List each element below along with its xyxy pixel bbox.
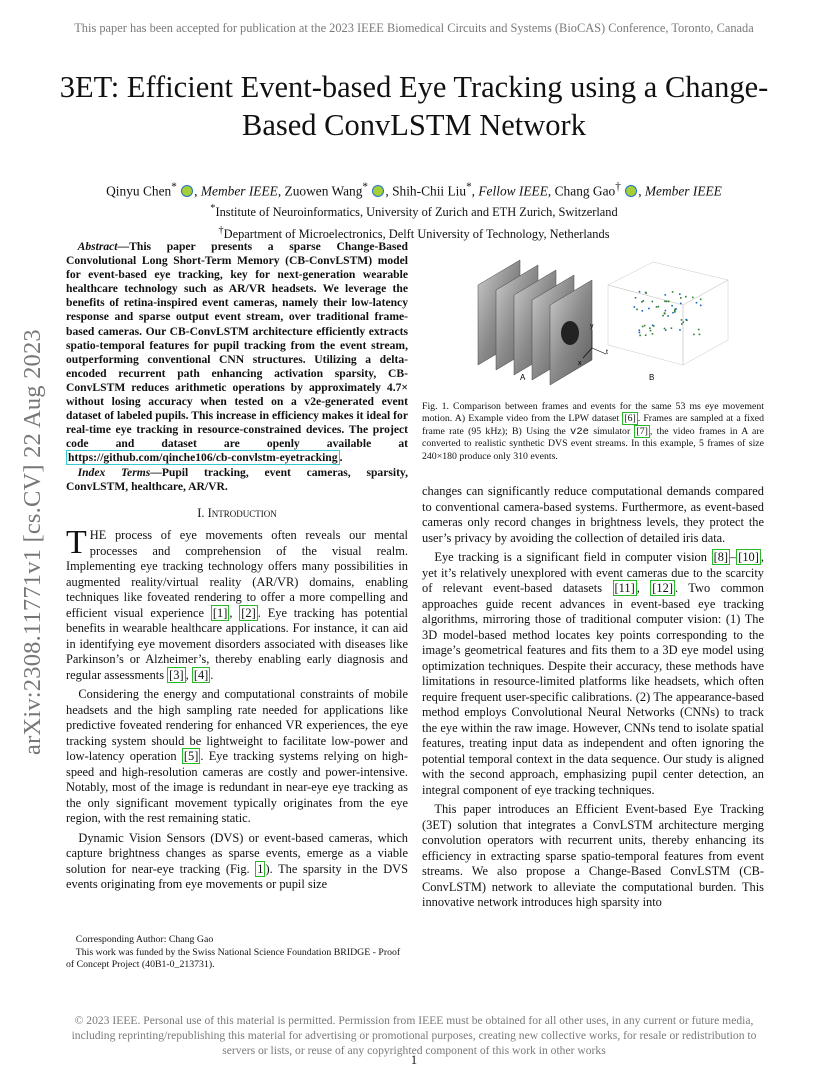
event-point [639, 335, 641, 337]
citation-link[interactable]: [12] [652, 581, 673, 595]
event-point [679, 329, 681, 331]
page-number: 1 [410, 1053, 418, 1067]
event-point [693, 334, 695, 336]
event-point [680, 303, 682, 305]
right-paragraph-0: changes can significantly reduce computational demands compared to conventional camera-based systems. Furthermore, as event-based cameras only record changes in brightness levels, they protect the user’s privacy by avoiding the collection of detailed iris data. [422, 484, 764, 545]
axis-label-y: y [590, 323, 594, 330]
affiliation-mark: * [210, 203, 216, 215]
intro-paragraph-1: THE process of eye movements often reveals our mental processes and comprehension of the visual realm. Implementing eye tracking technology offers many possibilities in augmented reality/virtual reality (AR/VR) domains, enabling techniques like foveated rendering to offer a more compelling and efficient visual experience [1] , [2] . Eye tracking has potential benefits in wearable healthcare applications. For instance, it can aid in identifying eye movement disorders associated with diseases like Parkinson’s or Alzheimer’s, thereby enabling early diagnosis and regular assessments [3] , [4] . [66, 524, 408, 682]
event-point [665, 294, 667, 296]
event-point [685, 319, 687, 321]
event-point [652, 301, 654, 303]
event-point [664, 312, 666, 314]
paragraph-text: . Eye tracking systems relying on high-speed and high-resolution cameras are costly and power-intensive. Notably, most of the image is redundant in near-eye eye tracking as the only significant movement typically originates from the eye region, with the rest remaining static. [66, 749, 408, 826]
affiliation-1 [30, 200, 798, 221]
citation-link[interactable]: [4] [193, 667, 209, 682]
paragraph-text: Eye tracking is a significant field in computer vision [434, 550, 712, 564]
event-point [639, 332, 641, 334]
event-point [641, 301, 643, 303]
caption-text: , the video frames in A are converted to realistic synthetic DVS event streams. In this example, 5 frames of size 240×180 produce only 310 events. [422, 425, 764, 462]
event-point [664, 328, 666, 330]
publication-note: This paper has been accepted for publication at the 2023 IEEE Biomedical Circuits and Systems (BioCAS) Conference, Toronto, Canada [74, 21, 754, 35]
paragraph-text: – [730, 550, 737, 564]
right-paragraph-1: Eye tracking is a significant field in computer vision [8] – [10] , yet it’s relatively unexplored with event cameras due to the scarcity of relevant event-based datasets [11] , [12] . Two common approaches guide recent advances in event-based eye tracking algorithms, mirroring those of traditional computer vision: (1) The 3D model-based method locates key points corresponding to the image’s geometrical features and fits them to a 3D eye model using optimization techniques. Despite their accuracy, these methods have limitations in resource-limited platforms like headsets, which often require frequent user-specific calibrations. (2) The appearance-based method employs Convolutional Neural Networks (CNNs) to track the eye within the raw image. However, CNNs tend to isolate spatial features, treating input data as independent and often ignoring the potential temporal context in the data sequence. Our study is aligned with the second approach, emphasizing pupil center detection, an integral component of eye tracking techniques. [422, 550, 764, 797]
author-block [30, 178, 798, 243]
event-point [671, 327, 673, 329]
caption-text: simulator [588, 425, 635, 437]
video-frames [478, 260, 592, 385]
event-point [645, 334, 647, 336]
panel-label-b: B [649, 373, 655, 382]
caption-text: Fig. 1. Comparison between frames and events for the same 53 ms eye movement motion. A) Example video from the LPW dataset [422, 401, 764, 425]
citation-link[interactable]: [6] [624, 413, 636, 425]
arxiv-stamp: arXiv:2308.11771v1 [cs.CV] 22 Aug 2023 [19, 329, 46, 755]
event-point [700, 299, 702, 301]
left-column [66, 240, 408, 893]
index-terms [66, 466, 408, 494]
event-point [672, 291, 674, 293]
figure-caption [422, 401, 764, 463]
copyright-notice: © 2023 IEEE. Personal use of this material is permitted. Permission from IEEE must be obtained for all other uses, in any current or future media, including reprinting/republishing this material for advertising or promotional purposes, creating new collective works, for resale or redistribution to servers or lists, or reuse of any copyrighted component of this work in other works [71, 1014, 757, 1057]
citation-link[interactable]: [8] [713, 550, 729, 564]
paragraph-text: process of eye movements often reveals our mental processes and comprehension of the visual realm. Implementing eye tracking technology offers many possibilities in augmented reality/virtual reality (AR/VR) domains, enabling techniques like foveated rendering to offer a more compelling and efficient visual experience [66, 528, 408, 620]
affiliation-mark: † [218, 224, 224, 236]
index-terms-text: —Pupil tracking, event cameras, sparsity, ConvLSTM, healthcare, AR/VR. [66, 465, 408, 493]
paper-title: 3ET: Efficient Event-based Eye Tracking using a Change-Based ConvLSTM Network [59, 70, 769, 142]
paragraph-text: . Eye tracking has potential benefits in wearable healthcare applications. For instance, it can aid in identifying eye movement disorders associated with diseases like Parkinson’s or Alzheimer’s, thereby enabling early diagnosis and regular assessments [66, 605, 408, 682]
event-point [683, 321, 685, 323]
event-point [635, 297, 637, 299]
event-point [692, 297, 694, 299]
abstract-label: Abstract [77, 240, 118, 253]
affiliation-text: Institute of Neuroinformatics, University of Zurich and ETH Zurich, Switzerland [215, 205, 618, 220]
event-point [639, 291, 641, 293]
event-point [667, 315, 669, 317]
event-point [642, 310, 644, 312]
event-point [652, 333, 654, 335]
lead-caps: HE [89, 528, 107, 543]
event-point [681, 323, 683, 325]
event-point [675, 308, 677, 310]
event-point [642, 326, 644, 328]
abstract-end: . [339, 451, 343, 465]
author-line: Qinyu Chen* , Member IEEE, Zuowen Wang* , Shih-Chii Liu*, Fellow IEEE, Chang Gao† , Member IEEE [106, 181, 722, 199]
event-point [681, 319, 683, 321]
author-name: Qinyu Chen [106, 183, 172, 199]
code-link[interactable]: https://github.com/qinche106/cb-convlstm-eyetracking [68, 451, 338, 465]
event-point [639, 330, 641, 332]
event-point [643, 300, 645, 302]
pupil [561, 321, 579, 345]
event-point [645, 292, 647, 294]
figure-link[interactable]: 1 [257, 861, 264, 876]
event-point [636, 309, 638, 311]
orcid-icon[interactable] [625, 185, 637, 197]
author-role: Member IEEE [644, 183, 722, 199]
orcid-icon[interactable] [372, 185, 384, 197]
intro-paragraph-2 [66, 687, 408, 827]
index-terms-label: Index Terms [77, 465, 151, 479]
right-column [422, 484, 764, 911]
event-point [680, 297, 682, 299]
affiliation-text: Department of Microelectronics, Delft University of Technology, Netherlands [223, 226, 610, 241]
paragraph-text: Considering the energy and computational constraints of mobile headsets and the high sampling rate needed for applications like predictive foveated rendering for enhanced VR experiences, the eye tracking system should be lightweight to facilitate low-power and low-latency operation [66, 687, 408, 764]
author-mark: * [171, 181, 177, 193]
event-point [672, 312, 674, 314]
orcid-icon[interactable] [181, 185, 193, 197]
axis-label-t: t [606, 349, 608, 356]
event-point [671, 305, 673, 307]
event-cube [608, 262, 728, 365]
author-role: Fellow IEEE [478, 183, 548, 199]
drop-cap: T [66, 524, 87, 562]
event-point [685, 296, 687, 298]
intro-paragraph-3 [66, 831, 408, 893]
author-mark: * [362, 181, 368, 193]
footnote-funding: This work was funded by the Swiss National Science Foundation BRIDGE - Proof of Concept Project (40B1-0_213731). [66, 946, 401, 970]
event-point [652, 325, 654, 327]
paragraph-text: , yet it’s relatively unexplored with event cameras due to the scarcity of relevant event-based datasets [422, 550, 764, 595]
event-point [634, 306, 636, 308]
author-name: Chang Gao [554, 183, 616, 199]
author-role: Member IEEE [200, 183, 278, 199]
author-mark: * [466, 181, 472, 193]
author-mark: † [615, 181, 621, 193]
event-point [650, 330, 652, 332]
author-name: Shih-Chii Liu [392, 183, 467, 199]
event-point [665, 310, 667, 312]
citation-link[interactable]: [7] [636, 425, 648, 437]
event-point [699, 334, 701, 336]
event-point [649, 327, 651, 329]
footnote [66, 934, 408, 972]
event-point [656, 306, 658, 308]
section-heading: I. Introduction [197, 505, 277, 520]
event-points [634, 291, 702, 336]
citation-link[interactable]: [10] [738, 550, 759, 564]
event-point [698, 329, 700, 331]
event-point [664, 301, 666, 303]
event-point [665, 329, 667, 331]
event-point [696, 302, 698, 304]
paragraph-text: . Two common approaches guide recent advances in event-based eye tracking algorithms, mirroring those of traditional computer vision: (1) The 3D model-based method locates key points corresponding to the image’s geometrical features and fits them to a 3D eye model using optimization techniques. Despite their accuracy, these methods have limitations in resource-limited platforms like headsets, which often require frequent user-specific calibrations. (2) The appearance-based method employs Convolutional Neural Networks (CNNs) to track the eye within the raw image. However, CNNs tend to isolate spatial features, treating input data as independent and often ignoring the potential temporal context in the data sequence. Our study is aligned with the second approach, emphasizing pupil center detection, an integral component of eye tracking techniques. [422, 581, 764, 797]
event-point [668, 301, 670, 303]
right-paragraph-2: This paper introduces an Efficient Event-based Eye Tracking (3ET) solution that integrates a ConvLSTM architecture merging convolution operators with recurrent units, thereby enhancing its efficiency in extracting sparse spatio-temporal features from event streams. We also propose a Change-Based ConvLSTM (CB-ConvLSTM) network to alleviate the computational burden. This innovative network introduces high sparsity into [422, 802, 764, 909]
figure-1 [428, 250, 768, 390]
footnote-author: Corresponding Author: Chang Gao [75, 934, 214, 945]
abstract [66, 240, 408, 466]
citation-link[interactable]: [3] [169, 667, 184, 682]
tool-name: v2e [570, 425, 589, 438]
event-point [679, 293, 681, 295]
panel-label-a: A [520, 373, 526, 382]
event-point [658, 306, 660, 308]
citation-link[interactable]: [5] [183, 749, 199, 764]
abstract-text: —This paper presents a sparse Change-Based Convolutional Long Short-Term Memory (CB-ConvLSTM) model for event-based eye tracking, key for next-generation wearable healthcare technology such as AR/VR headsets. We leverage the benefits of retina-inspired event cameras, namely their low-latency response and sparse output event stream, over traditional frame-based cameras. Our CB-ConvLSTM architecture efficiently extracts spatio-temporal features for pupil tracking from the event stream, outperforming conventional CNN structures. Utilizing a delta-encoded recurrent path enhancing activation sparsity, CB-ConvLSTM reduces arithmetic operations by approximately 4.7× without losing accuracy when tested on a v2e-generated event dataset of labeled pupils. This increase in efficiency makes it ideal for real-time eye tracking in resource-constrained devices. The project code and dataset are openly available at [66, 240, 408, 451]
event-point [674, 311, 676, 313]
event-point [666, 301, 668, 303]
citation-link[interactable]: [11] [614, 581, 635, 595]
axis-label-x: x [578, 360, 582, 367]
citation-link[interactable]: [1] [212, 605, 228, 620]
event-point [648, 308, 650, 310]
author-name: Zuowen Wang [284, 183, 363, 199]
caption-text: . Frames are sampled at a fixed frame rate (95 kHz); B) Using the [422, 413, 764, 437]
event-point [644, 325, 646, 327]
citation-link[interactable]: [2] [241, 605, 256, 620]
event-point [700, 305, 702, 307]
paragraph-text: ). The sparsity in the DVS events originating from eye movements or pupil size [66, 861, 408, 892]
event-point [662, 315, 664, 317]
paragraph-text: Dynamic Vision Sensors (DVS) or event-based cameras, which capture brightness changes as sparse events, emerge as a viable solution for near-eye tracking (Fig. [66, 830, 408, 876]
